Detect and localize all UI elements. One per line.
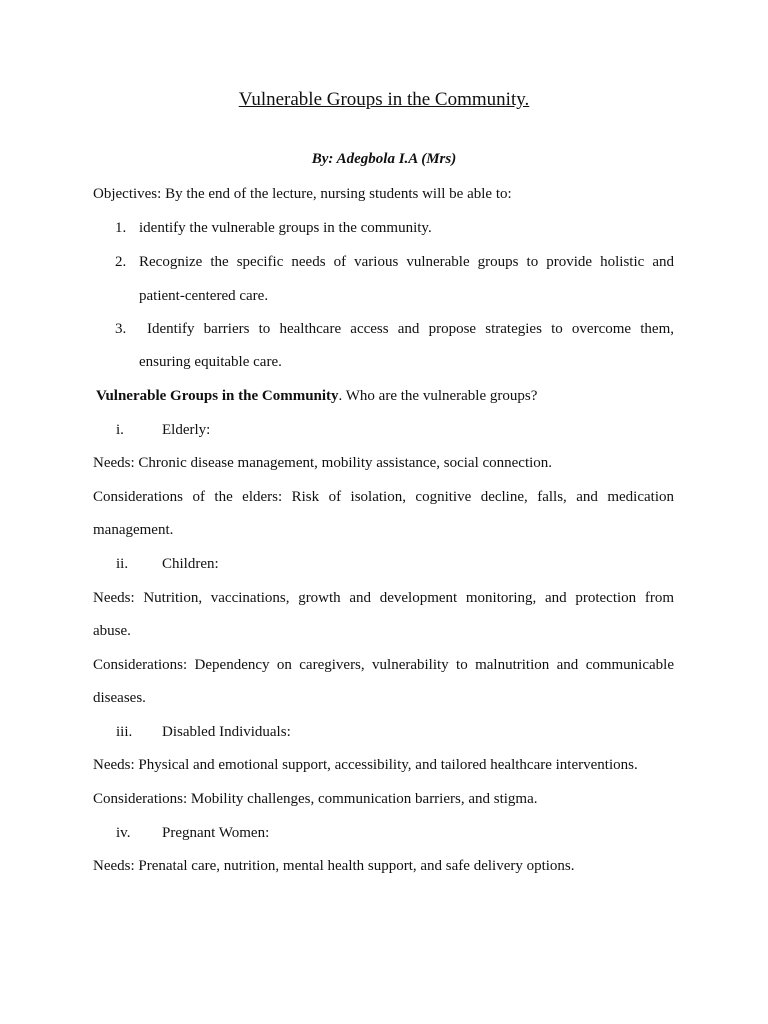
objective-number: 3. [115,321,127,337]
section-heading-line [96,387,537,405]
group-considerations: Considerations of the elders: Risk of isolation, cognitive decline, falls, and medication [93,489,674,505]
objective-number: 1. [115,220,127,236]
objective-text: Identify barriers to healthcare access and propose strategies to overcome them, [147,321,674,337]
group-label: Pregnant Women: [162,825,270,841]
group-label: Disabled Individuals: [162,724,291,740]
objective-text-continued: ensuring equitable care. [139,354,282,370]
group-numeral: iii. [116,724,133,740]
group-considerations: Considerations: Mobility challenges, communication barriers, and stigma. [93,791,538,807]
group-considerations-continued: management. [93,522,174,538]
objective-text: Recognize the specific needs of various vulnerable groups to provide holistic and [139,254,674,270]
group-needs: Needs: Nutrition, vaccinations, growth and development monitoring, and protection from [93,590,674,606]
section-heading: Vulnerable Groups in the Community [96,388,339,404]
document-title: Vulnerable Groups in the Community. [238,89,530,110]
section-question: Who are the vulnerable groups? [342,388,538,404]
group-label: Elderly: [162,422,211,438]
objective-text-continued: patient-centered care. [139,288,269,304]
document-author: By: Adegbola I.A (Mrs) [311,151,457,167]
objective-text: identify the vulnerable groups in the community. [139,220,432,236]
group-considerations: Considerations: Dependency on caregivers, vulnerability to malnutrition and communicable [93,657,674,673]
group-numeral: iv. [116,825,131,841]
group-numeral: i. [116,422,124,438]
group-label: Children: [162,556,219,572]
section-heading-period: . [338,388,343,404]
group-needs: Needs: Prenatal care, nutrition, mental health support, and safe delivery options. [93,858,575,874]
objective-number: 2. [115,254,127,270]
group-needs: Needs: Physical and emotional support, accessibility, and tailored healthcare interventions. [93,757,638,773]
group-considerations-continued: diseases. [93,690,146,706]
group-needs-continued: abuse. [93,623,131,639]
objectives-intro: Objectives: By the end of the lecture, nursing students will be able to: [93,186,512,202]
group-numeral: ii. [116,556,129,572]
group-needs: Needs: Chronic disease management, mobility assistance, social connection. [93,455,553,471]
